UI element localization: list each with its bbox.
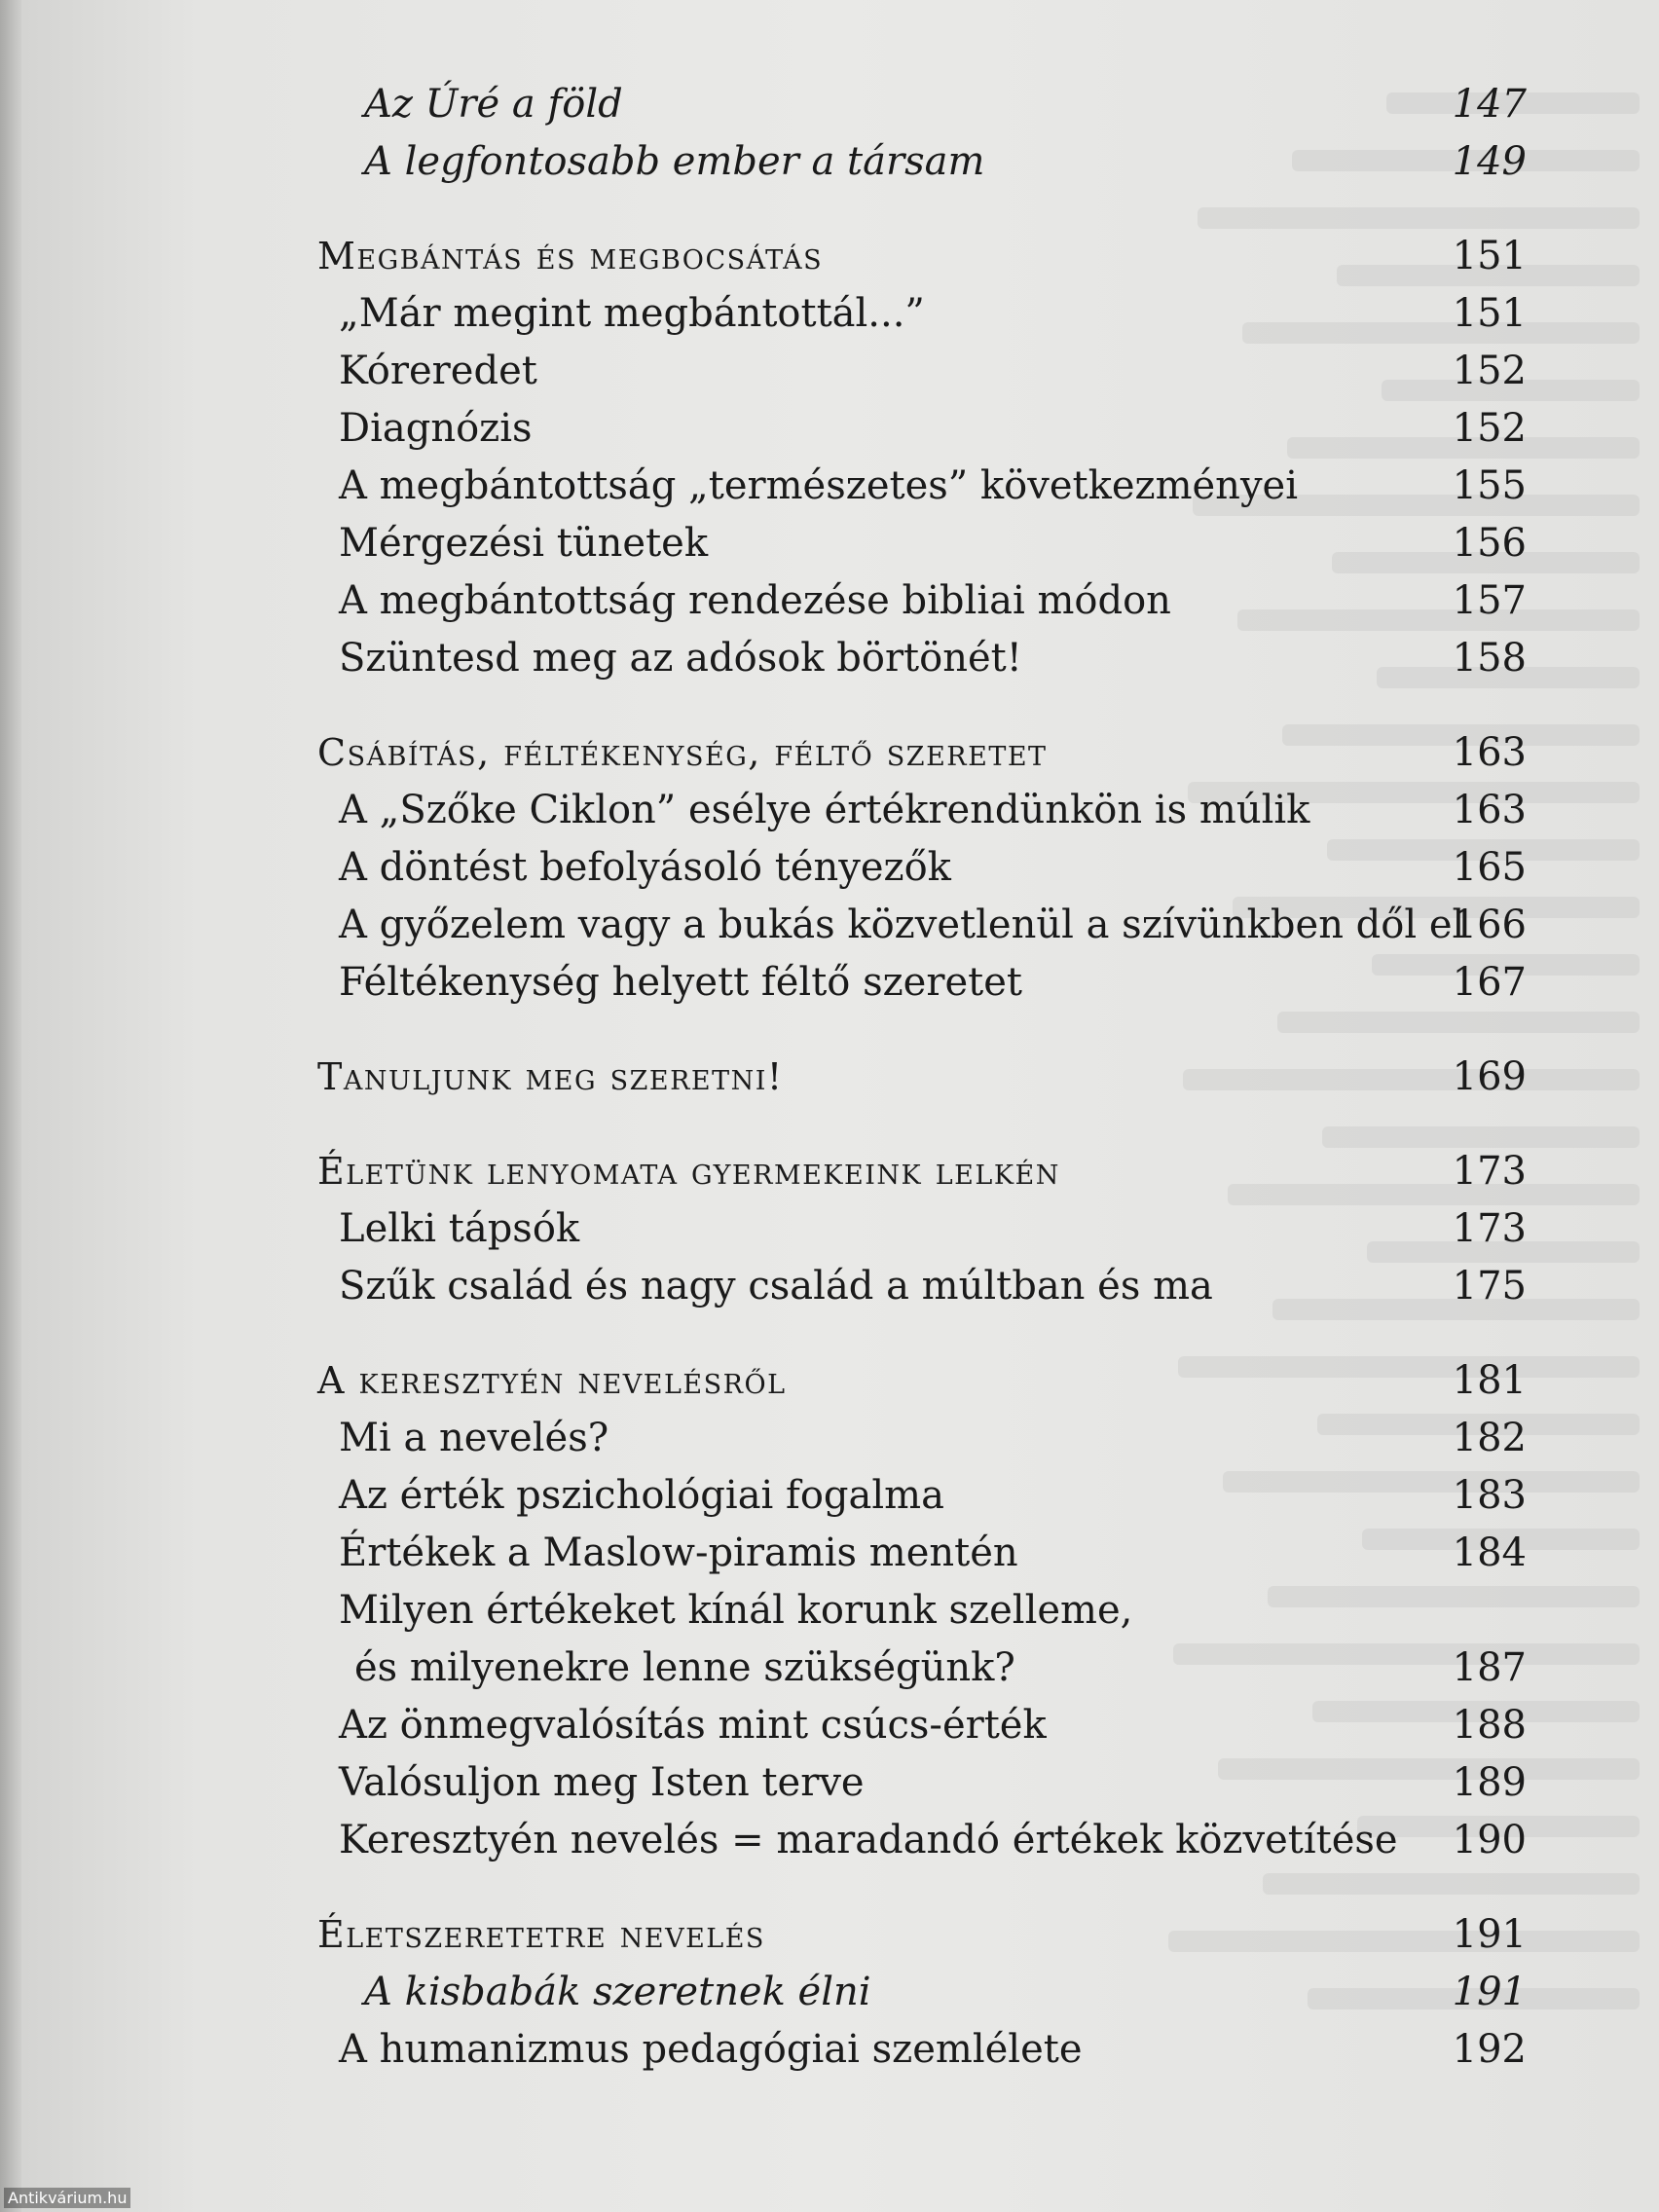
toc-entry xyxy=(310,954,1527,1012)
toc-page-number: 182 xyxy=(1452,1416,1527,1460)
section-gap xyxy=(310,1869,1527,1906)
toc-entry-title: A „Szőke Ciklon” esélye értékrendünkön is múlik xyxy=(339,788,1310,832)
toc-page-number: 187 xyxy=(1452,1645,1527,1690)
toc-entry-title: Kóreredet xyxy=(339,349,537,393)
toc-entry-title: A humanizmus pedagógiai szemlélete xyxy=(339,2027,1083,2072)
toc-entry xyxy=(310,1258,1527,1315)
toc-entry-title: Értékek a Maslow-piramis mentén xyxy=(339,1530,1018,1575)
toc-page-number: 163 xyxy=(1452,788,1527,832)
toc-entry xyxy=(310,76,1527,133)
toc-entry-title: Az Úré a föld xyxy=(364,82,623,127)
toc-page-number: 184 xyxy=(1452,1530,1527,1575)
toc-entry xyxy=(310,1812,1527,1869)
toc-entry xyxy=(310,1525,1527,1582)
toc-entry-title: Valósuljon meg Isten terve xyxy=(339,1760,865,1805)
toc-entry xyxy=(310,1467,1527,1525)
toc-entry-title: Szűk család és nagy család a múltban és ma xyxy=(339,1264,1213,1309)
toc-page-number: 151 xyxy=(1452,234,1527,278)
toc-entry-title: „Már megint megbántottál...” xyxy=(339,291,925,336)
toc-entry xyxy=(310,133,1527,191)
toc-page-number: 147 xyxy=(1452,82,1527,127)
toc-page-number: 181 xyxy=(1452,1358,1527,1403)
toc-entry xyxy=(310,515,1527,572)
toc-entry xyxy=(310,839,1527,897)
toc-entry-title: Életszeretetre nevelés xyxy=(317,1913,765,1956)
toc-entry-title: Az érték pszichológiai fogalma xyxy=(339,1473,944,1518)
toc-entry xyxy=(310,1582,1527,1640)
toc-entry-title: Mérgezési tünetek xyxy=(339,521,709,566)
toc-entry-title: Diagnózis xyxy=(339,406,533,451)
toc-section-heading xyxy=(310,1049,1527,1106)
section-gap xyxy=(310,1315,1527,1352)
toc-entry-title: Csábítás, féltékenység, féltő szeretet xyxy=(317,731,1048,774)
toc-entry xyxy=(310,1410,1527,1467)
toc-page-number: 152 xyxy=(1452,349,1527,393)
toc-entry-title: és milyenekre lenne szükségünk? xyxy=(354,1645,1015,1690)
toc-section-heading xyxy=(310,724,1527,782)
toc-entry xyxy=(310,1640,1527,1697)
toc-entry xyxy=(310,630,1527,687)
toc-page-number: 157 xyxy=(1452,578,1527,623)
toc-entry xyxy=(310,458,1527,515)
section-gap xyxy=(310,191,1527,228)
table-of-contents xyxy=(310,76,1527,2079)
toc-entry-title: Mi a nevelés? xyxy=(339,1416,609,1460)
toc-entry-title: Megbántás és megbocsátás xyxy=(317,235,824,277)
toc-entry xyxy=(310,897,1527,954)
toc-page-number: 167 xyxy=(1452,960,1527,1005)
toc-section-heading xyxy=(310,1143,1527,1200)
toc-page-number: 173 xyxy=(1452,1149,1527,1194)
toc-page-number: 156 xyxy=(1452,521,1527,566)
toc-page-number: 165 xyxy=(1452,845,1527,890)
toc-entry xyxy=(310,1754,1527,1812)
toc-page-number: 158 xyxy=(1452,636,1527,681)
toc-entry-title: Keresztyén nevelés = maradandó értékek közvetítése xyxy=(339,1818,1398,1862)
toc-page-number: 190 xyxy=(1452,1818,1527,1862)
toc-page-number: 191 xyxy=(1452,1970,1527,2014)
section-gap xyxy=(310,1106,1527,1143)
toc-entry-title: Az önmegvalósítás mint csúcs-érték xyxy=(339,1703,1047,1748)
toc-page-number: 175 xyxy=(1452,1264,1527,1309)
toc-entry-title: Lelki tápsók xyxy=(339,1206,580,1251)
toc-page-number: 151 xyxy=(1452,291,1527,336)
toc-entry xyxy=(310,285,1527,343)
toc-entry-title: A megbántottság rendezése bibliai módon xyxy=(339,578,1171,623)
toc-page-number: 152 xyxy=(1452,406,1527,451)
toc-entry-title: A megbántottság „természetes” következményei xyxy=(339,463,1298,508)
watermark: Antikvárium.hu xyxy=(4,2188,130,2208)
section-gap xyxy=(310,687,1527,724)
toc-entry xyxy=(310,343,1527,400)
toc-entry xyxy=(310,400,1527,458)
toc-entry xyxy=(310,1697,1527,1754)
toc-entry-title: A kisbabák szeretnek élni xyxy=(364,1970,871,2014)
toc-entry-title: Életünk lenyomata gyermekeink lelkén xyxy=(317,1150,1060,1193)
toc-entry xyxy=(310,572,1527,630)
toc-entry-title: Szüntesd meg az adósok börtönét! xyxy=(339,636,1022,681)
section-gap xyxy=(310,1012,1527,1049)
toc-entry-title: A legfontosabb ember a társam xyxy=(364,139,985,184)
toc-page-number: 189 xyxy=(1452,1760,1527,1805)
toc-page-number: 191 xyxy=(1452,1912,1527,1957)
toc-entry xyxy=(310,1964,1527,2021)
toc-page-number: 169 xyxy=(1452,1054,1527,1099)
toc-section-heading xyxy=(310,1906,1527,1964)
toc-page-number: 163 xyxy=(1452,730,1527,775)
toc-entry-title: A keresztyén nevelésről xyxy=(317,1359,787,1402)
toc-page-number: 155 xyxy=(1452,463,1527,508)
toc-entry-title: Tanuljunk meg szeretni! xyxy=(317,1055,784,1098)
toc-entry-title: Féltékenység helyett féltő szeretet xyxy=(339,960,1022,1005)
toc-page-number: 192 xyxy=(1452,2027,1527,2072)
toc-page-number: 149 xyxy=(1452,139,1527,184)
toc-entry xyxy=(310,2021,1527,2079)
toc-entry-title: A döntést befolyásoló tényezők xyxy=(339,845,951,890)
toc-entry-title: A győzelem vagy a bukás közvetlenül a szívünkben dől el xyxy=(339,903,1465,947)
toc-entry xyxy=(310,782,1527,839)
toc-section-heading xyxy=(310,228,1527,285)
toc-page-number: 166 xyxy=(1452,903,1527,947)
toc-section-heading xyxy=(310,1352,1527,1410)
toc-page-number: 173 xyxy=(1452,1206,1527,1251)
toc-entry xyxy=(310,1200,1527,1258)
toc-page-number: 188 xyxy=(1452,1703,1527,1748)
toc-entry-title: Milyen értékeket kínál korunk szelleme, xyxy=(339,1588,1133,1633)
toc-page-number: 183 xyxy=(1452,1473,1527,1518)
